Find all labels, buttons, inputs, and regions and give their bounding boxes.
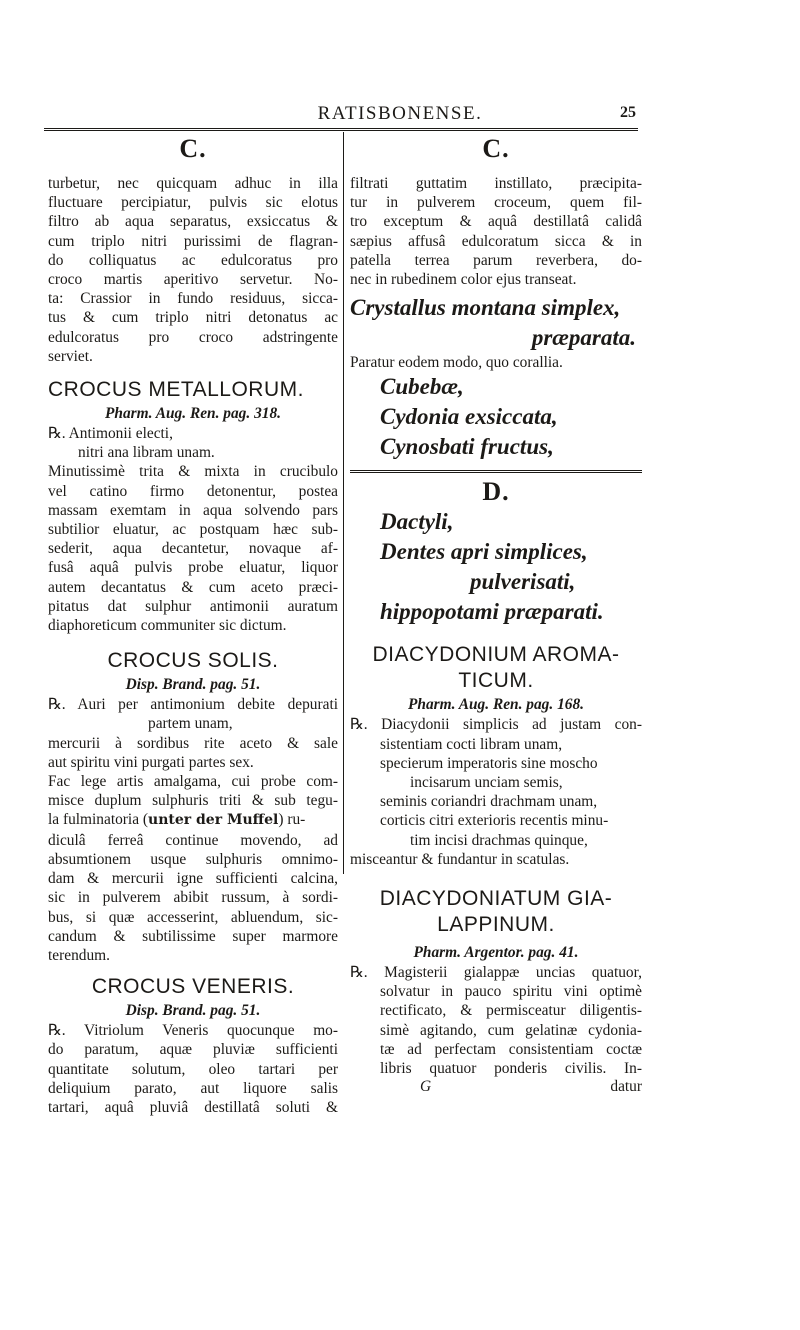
- text-line: tartari, aquâ pluviâ destillatâ soluti &: [48, 1098, 338, 1116]
- text-line: dam & mercurii igne sufficienti calcina,: [48, 870, 338, 888]
- entry-cynosbati: Cynosbati fructus,: [380, 434, 554, 460]
- recipe-line: misceantur & fundantur in scatulas.: [350, 850, 570, 868]
- text-line: tur in pulverem croceum, quem fil-: [350, 194, 642, 212]
- text-fragment: la fulminatoria (: [48, 811, 149, 829]
- recipe-paragraph: [350, 715, 642, 869]
- text-line: fusâ aquâ pulvis probe eluatur, liquor: [48, 559, 338, 577]
- text-line: patella terrea parum reverbera, do-: [350, 251, 642, 269]
- page-number: 25: [620, 104, 636, 121]
- text-line: serviet.: [48, 347, 93, 365]
- text-line: massam exemtam in aqua solvendo pars: [48, 501, 338, 519]
- recipe-line: ℞. Auri per antimonium debite depurati: [48, 696, 338, 714]
- signature-mark: G: [420, 1078, 432, 1096]
- source-reference: Pharm. Argentor. pag. 41.: [413, 944, 579, 962]
- text-line: tus & cum triplo nitri detonatus ac: [48, 309, 338, 327]
- recipe-paragraph: [48, 424, 338, 635]
- recipe-line: rectificato, & permisceatur diligentis-: [380, 1002, 642, 1020]
- text-line: ℞. Vitriolum Veneris quocunque mo-: [48, 1022, 338, 1040]
- entry-pulverisati: pulverisati,: [470, 569, 576, 595]
- text-line: edulcoratus pro croco adstringente: [48, 328, 338, 346]
- text-line: quantitate solutum, oleo tartari per: [48, 1060, 338, 1078]
- text-line: diaphoreticum communiter sic dictum.: [48, 617, 287, 635]
- source-reference: Pharm. Aug. Ren. pag. 318.: [104, 405, 282, 423]
- running-title: RATISBONENSE.: [317, 103, 483, 124]
- recipe-line: corticis citri exterioris recentis minu-: [380, 812, 609, 830]
- heading-crocus-veneris: CROCUS VENERIS.: [91, 975, 295, 999]
- text-line: Fac lege artis amalgama, cui probe com-: [48, 773, 338, 791]
- heading-crocus-solis: CROCUS SOLIS.: [107, 649, 279, 673]
- heading-diacydonium: DIACYDONIUM AROMA-: [372, 643, 620, 667]
- text-line: tro exceptum & aquâ destillatâ calidâ: [350, 213, 642, 231]
- right-column: [350, 132, 642, 1097]
- text-line: filtrati guttatim instillato, præcipita-: [350, 175, 642, 192]
- recipe-line: sistentiam cocti libram unam,: [380, 735, 563, 753]
- entry-cydonia: Cydonia exsiccata,: [380, 404, 558, 430]
- column-letter: C.: [179, 134, 207, 163]
- heading-diacydonium-cont: TICUM.: [458, 669, 534, 693]
- recipe-line: incisarum unciam semis,: [410, 774, 563, 792]
- page-footer: [350, 1078, 642, 1097]
- text-line: pitatus dat sulphur antimonii auratum: [48, 597, 338, 615]
- text-line: subtilior eluatur, ac postquam hæc sub-: [48, 521, 338, 539]
- entry-crystallus-sub: præparata.: [531, 325, 636, 351]
- recipe-line: partem unam,: [148, 715, 233, 733]
- column-letter: C.: [482, 134, 510, 163]
- intro-paragraph: [48, 174, 338, 366]
- text-line: Minutissimè trita & mixta in crucibulo: [48, 463, 338, 481]
- recipe-line: specierum imperatoris sine moscho: [380, 754, 598, 772]
- recipe-line: ℞. Antimonii electi,: [48, 425, 173, 443]
- text-line: vel catino firmo detonentur, postea: [48, 482, 338, 500]
- text-line: cum triplo nitri purissimi de flagran-: [48, 232, 338, 250]
- recipe-line: simè agitando, cum gelatinæ cydonia-: [380, 1021, 642, 1039]
- entry-hippopotami: hippopotami præparati.: [380, 599, 604, 625]
- recipe-paragraph: [48, 695, 338, 965]
- entry-dentes: Dentes apri simplices,: [380, 539, 588, 565]
- recipe-line: seminis coriandri drachmam unam,: [380, 793, 598, 811]
- text-line: deliquium parato, aut liquore salis: [48, 1079, 338, 1097]
- catchword: datur: [610, 1078, 642, 1096]
- source-reference: Disp. Brand. pag. 51.: [125, 676, 261, 694]
- column-divider: [343, 132, 344, 874]
- text-line: absumtionem usque sulphuris omnimo-: [48, 850, 338, 868]
- text-paragraph: [350, 353, 642, 372]
- text-line: croco martis aperitivo servetur. No-: [48, 271, 338, 289]
- recipe-line: ℞. Magisterii gialappæ uncias quatuor,: [350, 964, 642, 982]
- recipe-line: tæ ad perfectam consistentiam coctæ: [380, 1040, 642, 1058]
- text-line: autem decantatus & cum aceto præci-: [48, 578, 338, 596]
- header-rule: [44, 128, 638, 131]
- recipe-line: nitri ana libram unam.: [78, 444, 215, 462]
- text-line-fraktur: [48, 810, 338, 830]
- recipe-line: ℞. Diacydonii simplicis ad justam con-: [350, 716, 642, 734]
- text-line: do colliquatus ac edulcoratus pro: [48, 251, 338, 269]
- entry-crystallus: Crystallus montana simplex,: [350, 295, 621, 321]
- source-reference: Pharm. Aug. Ren. pag. 168.: [407, 696, 585, 714]
- text-line: sic in pulverem abibit russum, à sordi-: [48, 889, 338, 907]
- text-line: nec in rubedinem color ejus transeat.: [350, 271, 577, 289]
- entry-dactyli: Dactyli,: [380, 509, 454, 535]
- text-line: diculâ ferreâ continue movendo, ad: [48, 831, 338, 849]
- text-line: sæpius affusâ edulcoratum sicca & in: [350, 232, 642, 250]
- text-line: do paratum, aquæ pluviæ sufficienti: [48, 1041, 338, 1059]
- text-line: filtro ab aqua separatus, exsiccatus &: [48, 213, 338, 231]
- recipe-line: tim incisi drachmas quinque,: [410, 831, 588, 849]
- recipe-paragraph: [350, 963, 642, 1078]
- text-line: candum & subtilissime super marmore: [48, 927, 338, 945]
- text-line: ta: Crassior in fundo residuus, sicca-: [48, 290, 338, 308]
- text-fragment: ) ru-: [278, 811, 306, 829]
- text-line: turbetur, nec quicquam adhuc in illa: [48, 175, 338, 192]
- heading-crocus-metallorum: CROCUS METALLORUM.: [48, 378, 304, 402]
- fraktur-phrase: unter der Muffel: [148, 812, 279, 829]
- section-rule: [350, 470, 642, 473]
- recipe-line: libris quatuor ponderis civilis. In-: [380, 1060, 642, 1078]
- text-line: mercurii à sordibus rite aceto & sale: [48, 734, 338, 752]
- entry-cubebae: Cubebæ,: [380, 374, 464, 400]
- intro-paragraph: [350, 174, 642, 289]
- heading-diacydoniatum-cont: LAPPINUM.: [437, 913, 555, 937]
- text-line: misce duplum sulphuris triti & sub tegu-: [48, 792, 338, 810]
- heading-diacydoniatum: DIACYDONIATUM GIA-: [379, 887, 613, 911]
- text-line: Paratur eodem modo, quo corallia.: [350, 354, 563, 372]
- section-letter: D.: [482, 477, 510, 507]
- text-line: bus, si quæ accesserint, abluendum, sic-: [48, 908, 338, 926]
- text-line: aut spiritu vini purgati partes sex.: [48, 753, 254, 771]
- recipe-paragraph: [48, 1021, 338, 1117]
- text-line: sederit, aqua decantetur, novaque af-: [48, 540, 338, 558]
- recipe-line: solvatur in pauco spiritu vini optimè: [380, 983, 642, 1001]
- source-reference: Disp. Brand. pag. 51.: [125, 1002, 261, 1020]
- left-column: [48, 132, 338, 1117]
- text-line: fluctuare percipiatur, pulvis sic elotus: [48, 194, 338, 212]
- text-line: terendum.: [48, 946, 110, 964]
